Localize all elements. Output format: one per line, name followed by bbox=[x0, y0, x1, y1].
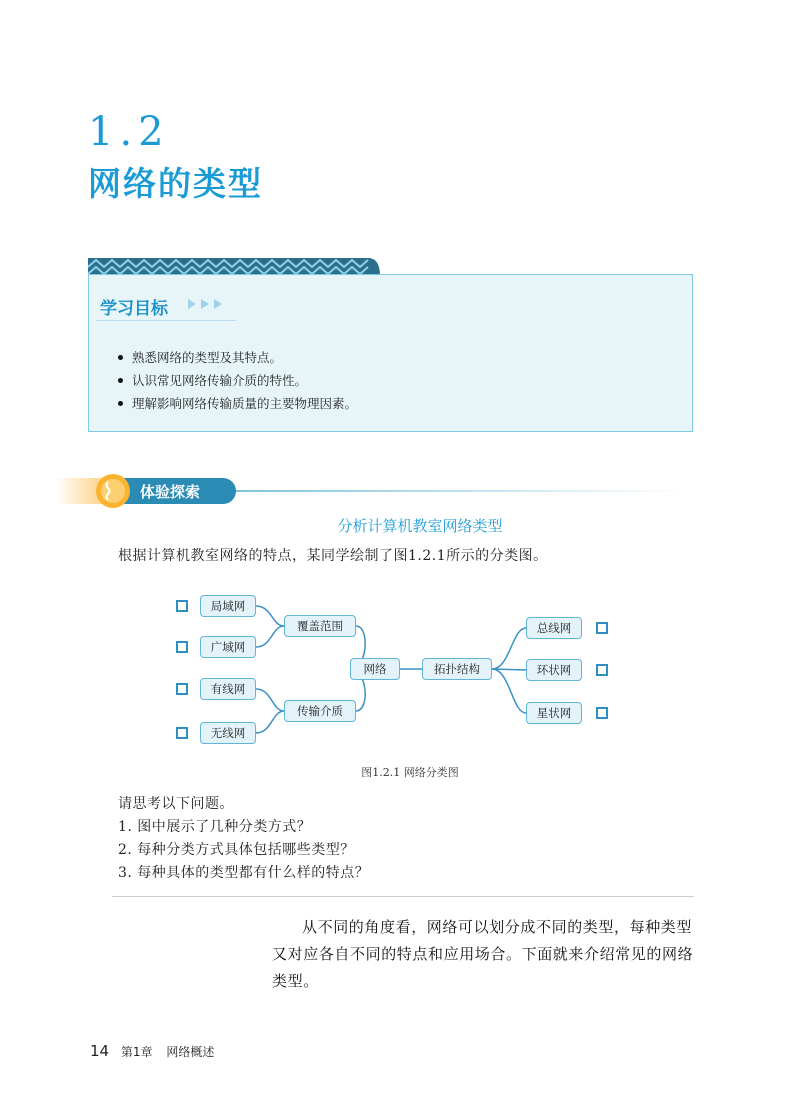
node-wired: 有线网 bbox=[200, 678, 256, 700]
sun-icon bbox=[94, 472, 132, 510]
node-wan: 广域网 bbox=[200, 636, 256, 658]
node-star: 星状网 bbox=[526, 702, 582, 724]
figure-caption: 图1.2.1 网络分类图 bbox=[361, 766, 459, 779]
checkbox[interactable] bbox=[176, 600, 188, 612]
intro-text: 根据计算机教室网络的特点，某同学绘制了图1.2.1所示的分类图。 bbox=[118, 548, 548, 564]
questions-block bbox=[118, 793, 369, 885]
objective-item: 熟悉网络的类型及其特点。 bbox=[118, 346, 357, 369]
node-bus: 总线网 bbox=[526, 617, 582, 639]
question-item: 1. 图中展示了几种分类方式？ bbox=[118, 819, 312, 835]
node-lan: 局域网 bbox=[200, 595, 256, 617]
checkbox[interactable] bbox=[176, 641, 188, 653]
section-number: 1.2 bbox=[88, 109, 170, 155]
checkbox[interactable] bbox=[596, 664, 608, 676]
page-footer bbox=[90, 1042, 214, 1060]
objectives-list bbox=[118, 346, 357, 415]
checkbox[interactable] bbox=[176, 683, 188, 695]
explore-label: 体验探索 bbox=[140, 483, 201, 501]
activity-title: 分析计算机教室网络类型 bbox=[337, 517, 503, 535]
question-item: 3. 每种具体的类型都有什么样的特点？ bbox=[118, 865, 370, 881]
objectives-title: 学习目标 bbox=[100, 299, 168, 319]
objective-item: 理解影响网络传输质量的主要物理因素。 bbox=[118, 392, 357, 415]
chapter-label: 第1章 bbox=[120, 1045, 153, 1059]
node-wireless: 无线网 bbox=[200, 722, 256, 744]
checkbox[interactable] bbox=[596, 622, 608, 634]
triple-arrow-icon bbox=[186, 298, 228, 310]
page-number: 14 bbox=[90, 1042, 110, 1060]
questions-lead: 请思考以下问题。 bbox=[118, 796, 234, 812]
banner-rule bbox=[236, 490, 686, 492]
section-title: 网络的类型 bbox=[88, 164, 263, 203]
divider bbox=[112, 896, 694, 897]
objective-item: 认识常见网络传输介质的特性。 bbox=[118, 369, 357, 392]
chapter-title: 网络概述 bbox=[166, 1045, 215, 1059]
objectives-underline bbox=[96, 320, 236, 321]
node-coverage: 覆盖范围 bbox=[284, 615, 356, 637]
node-topology: 拓扑结构 bbox=[422, 658, 492, 680]
node-network: 网络 bbox=[350, 658, 400, 680]
network-classification-diagram bbox=[160, 585, 620, 755]
body-paragraph: 从不同的角度看，网络可以划分成不同的类型，每种类型又对应各自不同的特点和应用场合。下面就来介绍常见的网络类型。 bbox=[272, 918, 694, 990]
node-medium: 传输介质 bbox=[284, 700, 356, 722]
checkbox[interactable] bbox=[596, 707, 608, 719]
checkbox[interactable] bbox=[176, 727, 188, 739]
node-ring: 环状网 bbox=[526, 659, 582, 681]
question-item: 2. 每种分类方式具体包括哪些类型？ bbox=[118, 842, 355, 858]
